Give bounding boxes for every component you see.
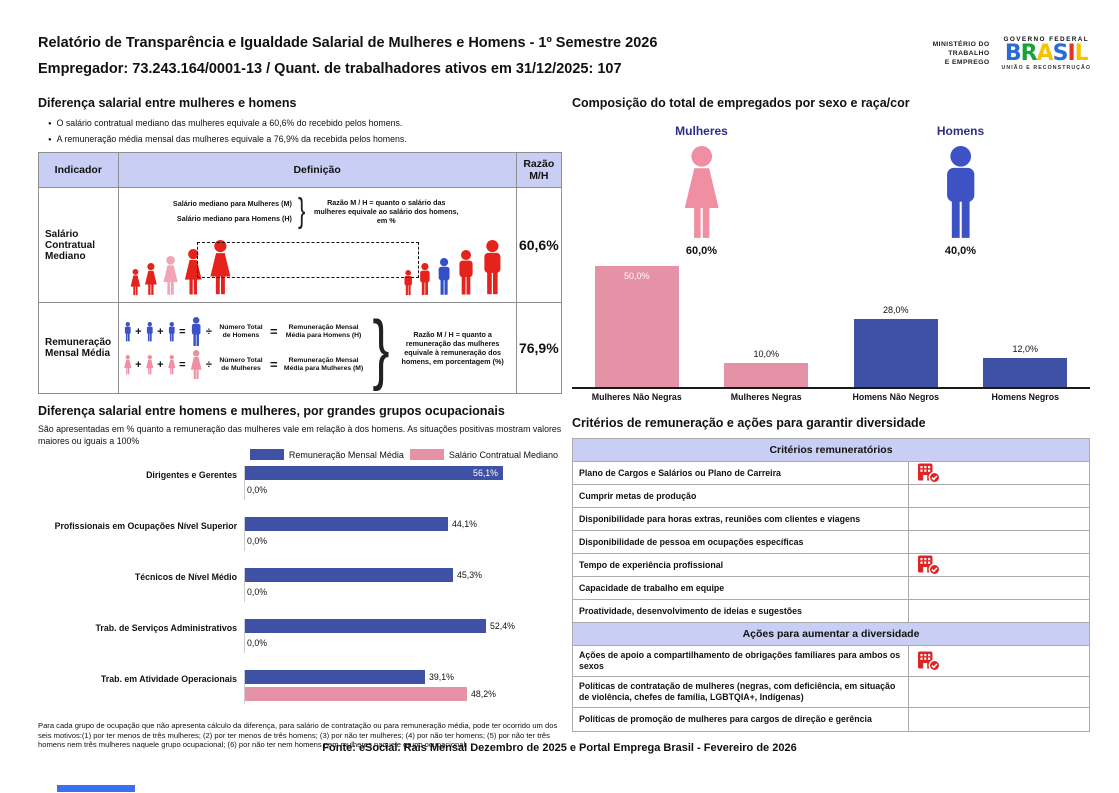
criteria-row [573,554,1089,577]
woman-icon [129,269,142,296]
brace-icon: } [372,304,390,392]
legend-swatch-icon [250,449,284,460]
composition-categories [572,392,1090,402]
ministry-line: TRABALHO [948,50,990,57]
occupational-title: Diferença salarial entre homens e mulheres, por grandes grupos ocupacionais [38,404,505,418]
criteria-row [573,508,1089,531]
occupation-label: Técnicos de Nível Médio [134,572,237,582]
composition-bar [854,305,938,387]
legend-label: Salário Contratual Mediano [448,449,558,460]
criteria-label: Disponibilidade para horas extras, reuniões com clientes e viagens [573,508,909,530]
composition-bar [983,344,1067,387]
criteria-mark-cell [909,708,1089,731]
women-total-block [612,124,792,257]
occupation-group [38,619,562,653]
bar-row [245,619,562,633]
woman-icon [143,263,159,296]
men-percentage: 40,0% [944,245,977,257]
composition-bar [724,349,808,387]
bar-row [245,636,562,650]
criteria-row [573,485,1089,508]
bottom-progress-bar [57,785,135,792]
brace-icon: } [297,192,306,230]
legend-item [410,449,558,460]
criteria-mark-cell [909,508,1089,530]
legend-label: Remuneração Mensal Média [288,449,404,460]
criteria-label: Políticas de contratação de mulheres (negras, com deficiência, em situação de violência, chefes de família, LGBTQIA+, Indígenas) [573,677,909,707]
salary-diff-title: Diferença salarial entre mulheres e homens [38,96,297,110]
criteria-mark-cell [909,462,1089,484]
bar-value-label: 56,1% [473,468,498,478]
indicator-label: Salário Contratual Mediano [39,188,119,303]
bar-value-label: 0,0% [247,638,268,648]
table-row-remuneracao-media [39,303,562,394]
formula-result-label: Remuneração Mensal Média para Homens (H) [285,323,362,339]
criteria-label: Políticas de promoção de mulheres para cargos de direção e gerência [573,708,909,731]
formula-divisor-label: Número Total de Mulheres [219,356,263,372]
ministry-line: MINISTÉRIO DO [932,41,990,48]
man-icon [938,146,983,241]
company-check-icon [917,555,941,576]
criteria-mark-cell [909,646,1089,676]
government-logos [933,36,1091,71]
composition-people [572,124,1090,257]
criteria-label: Disponibilidade de pessoa em ocupações específicas [573,531,909,553]
criteria-section-header: Ações para aumentar a diversidade [573,623,1089,646]
uniao-reconstrucao-label: UNIÃO E RECONSTRUÇÃO [1001,65,1091,71]
ratio-value: 60,6% [516,188,561,303]
median-women-label: Salário mediano para Mulheres (M) [172,199,292,208]
source-footer: Fonte: eSocial. Rais Mensal Dezembro de 2025 e Portal Emprega Brasil - Fevereiro de 2026 [322,742,797,754]
man-icon [167,322,177,342]
median-dashed-box [197,242,419,278]
occupation-group [38,517,562,551]
company-check-icon [917,651,941,672]
criteria-mark-cell [909,677,1089,707]
woman-icon [679,146,724,241]
value-bar [245,670,425,684]
man-icon [871,146,1051,241]
ministry-line: E EMPREGO [944,59,990,66]
occupation-group [38,670,562,704]
chart-legend [38,449,558,460]
occupation-label: Profissionais em Ocupações Nível Superior [54,521,237,531]
bar-value-label: 0,0% [247,587,268,597]
category-label: Mulheres Não Negras [591,392,682,402]
criteria-label: Ações de apoio a compartilhamento de obrigações familiares para ambos os sexos [573,646,909,676]
woman-icon [167,355,177,375]
criteria-mark-cell [909,554,1089,576]
value-bar [245,466,503,480]
criteria-mark-cell [909,485,1089,507]
women-formula-row: + + = ÷ Número Total de Mulheres = Remuneração Mensal Média para Mulheres (M) [123,350,368,380]
report-title-line2: Empregador: 73.243.164/0001-13 / Quant. de trabalhadores ativos em 31/12/2025: 107 [38,61,622,77]
criteria-row [573,677,1089,708]
bar-value-label: 0,0% [247,536,268,546]
woman-icon [123,355,133,375]
woman-icon [612,146,792,241]
col-header-definicao: Definição [118,153,516,188]
value-bar [245,517,448,531]
occupation-label: Trab. de Serviços Administrativos [95,623,237,633]
right-column [572,96,1090,732]
table-row-salario-mediano [39,188,562,303]
bar-value-label: 28,0% [882,305,909,315]
criteria-label: Proatividade, desenvolvimento de ideias e sugestões [573,600,909,622]
col-header-razao: Razão M/H [516,153,561,188]
criteria-row [573,708,1089,731]
legend-item [250,449,404,460]
formula-divisor-label: Número Total de Homens [219,323,263,339]
indicator-label: Remuneração Mensal Média [39,303,119,394]
criteria-row [573,462,1089,485]
bar-value-label: 50,0% [623,271,650,281]
brasil-wordmark: BRASIL [1004,41,1088,66]
occupation-label: Trab. em Atividade Operacionais [100,674,237,684]
composition-bar-chart [572,261,1090,389]
bar-value-label: 44,1% [452,519,477,529]
man-icon [417,263,433,296]
ratio-definition-note: Razão M / H = quanto a remuneração das mulheres equivale à remuneração dos homens, em porcentagem (%) [401,330,504,366]
man-icon [123,322,133,342]
occupational-footnote: Para cada grupo de ocupação que não apresenta cálculo da diferença, para salário de contratação ou para remuneração média, pode ter ocorrido um dos seis motivos:(1) por ter menos de três mulheres; (2) por ter menos de três homens; (3) por não ter mulheres; (4) por não ter homens; (5) por não ter três homens nem três mulheres naquele grupo ocupacional; (6) por não ter nem homens nem mulheres naquele grupo ocupacional. [38,721,558,749]
woman-icon [189,350,203,380]
composition-bar [595,266,679,387]
col-header-indicador: Indicador [39,153,119,188]
formula-result-label: Remuneração Mensal Média para Mulheres (M) [283,356,364,372]
definition-cell [118,303,516,394]
criteria-mark-cell [909,531,1089,553]
occupation-group [38,466,562,500]
ministry-logo [933,40,990,67]
value-bar [245,619,486,633]
bar-row [245,466,562,480]
criteria-mark-cell [909,600,1089,622]
criteria-row [573,531,1089,554]
category-label: Mulheres Negras [730,392,802,402]
value-bar [245,568,453,582]
man-icon [435,258,453,296]
criteria-row [573,577,1089,600]
definition-cell [118,188,516,303]
report-title-line1: Relatório de Transparência e Igualdade Salarial de Mulheres e Homens - 1º Semestre 2026 [38,35,658,51]
criteria-title: Critérios de remuneração e ações para garantir diversidade [572,416,926,430]
composition-title: Composição do total de empregados por sexo e raça/cor [572,96,910,110]
company-check-icon [917,463,941,484]
governo-federal-brasil-logo [1002,36,1091,71]
criteria-row [573,646,1089,677]
bullet-item: ● O salário contratual mediano das mulheres equivale a 60,6% do recebido pelos homens. [48,118,562,128]
occupation-label: Dirigentes e Gerentes [146,470,237,480]
bar-row [245,483,562,497]
criteria-section-header: Critérios remuneratórios [573,439,1089,462]
indicator-table-header-row [39,153,562,188]
criteria-label: Tempo de experiência profissional [573,554,909,576]
median-men-label: Salário mediano para Homens (H) [176,214,292,223]
criteria-row [573,600,1089,623]
bar-row [245,585,562,599]
bar-value-label: 0,0% [247,485,268,495]
bar-row [245,687,562,701]
men-label: Homens [936,124,985,138]
value-bar [245,687,467,701]
occupation-group [38,568,562,602]
bar-value-label: 12,0% [1012,344,1039,354]
category-label: Homens Não Negros [852,392,940,402]
women-label: Mulheres [675,124,728,138]
ratio-value: 76,9% [516,303,561,394]
bar-row [245,534,562,548]
bar-value-label: 48,2% [471,689,496,699]
man-icon [479,240,506,296]
criteria-table [572,438,1090,732]
indicator-table [38,152,562,394]
legend-swatch-icon [410,449,444,460]
man-icon [189,317,203,347]
men-total-block [871,124,1051,257]
ratio-definition-note: Razão M / H = quanto o salário das mulheres equivale ao salário dos homens, em % [313,197,459,225]
bar-value-label: 39,1% [429,672,454,682]
criteria-label: Capacidade de trabalho em equipe [573,577,909,599]
bar-value-label: 10,0% [753,349,780,359]
bar-row [245,517,562,531]
criteria-label: Cumprir metas de produção [573,485,909,507]
bar-value-label: 52,4% [490,621,515,631]
governo-federal-label: GOVERNO FEDERAL [1003,36,1090,43]
bullet-item: ● A remuneração média mensal das mulheres equivale a 76,9% da recebida pelos homens. [48,134,562,144]
left-column [38,96,562,750]
category-label: Homens Negros [991,392,1059,402]
man-icon [455,250,477,296]
women-percentage: 60,0% [685,245,718,257]
bar-value-label: 45,3% [457,570,482,580]
page-title [38,30,878,82]
criteria-mark-cell [909,577,1089,599]
bar-row [245,568,562,582]
men-formula-row: + + = ÷ Número Total de Homens = Remuneração Mensal Média para Homens (H) [123,317,368,347]
occupational-chart [38,466,562,704]
man-icon [145,322,155,342]
criteria-label: Plano de Cargos e Salários ou Plano de Carreira [573,462,909,484]
salary-diff-bullets [48,118,562,144]
woman-icon [161,256,180,296]
occupational-subtitle: São apresentadas em % quanto a remuneração das mulheres vale em relação à dos homens. As situações positivas mostram valores maiores ou iguais a 100% [38,424,562,446]
median-people-graphic [123,238,512,296]
bar-row [245,670,562,684]
woman-icon [145,355,155,375]
